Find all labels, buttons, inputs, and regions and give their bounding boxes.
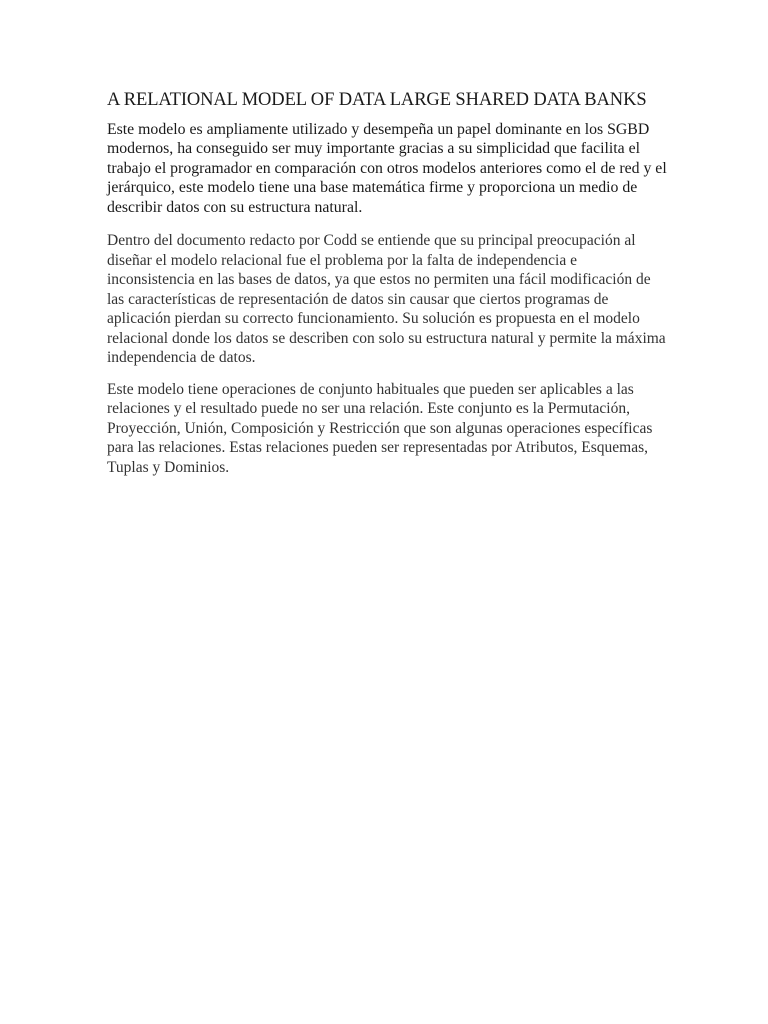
paragraph-3: Este modelo tiene operaciones de conjunto habituales que pueden ser aplicables a las relaciones y el resultado puede no ser una relación. Este conjunto es la Permutación, Proyección, Unión, Composición y Restricción que son algunas operaciones específicas para las relaciones. Estas relaciones pueden ser representadas por Atributos, Esquemas, Tuplas y Dominios.	[107, 380, 653, 476]
paragraph-2: Dentro del documento redacto por Codd se entiende que su principal preocupación al diseñar el modelo relacional fue el problema por la falta de independencia e inconsistencia en las bases de datos, ya que estos no permiten una fácil modificación de las características de representación de datos sin causar que ciertos programas de aplicación pierdan su correcto funcionamiento. Su solución es propuesta en el modelo relacional donde los datos se describen con solo su estructura natural y permite la máxima independencia de datos.	[107, 232, 666, 367]
document-page	[107, 88, 667, 487]
document-title: A RELATIONAL MODEL OF DATA LARGE SHARED DATA BANKS	[107, 90, 647, 110]
paragraph-1: Este modelo es ampliamente utilizado y desempeña un papel dominante en los SGBD modernos, ha conseguido ser muy importante gracias a su simplicidad que facilita el trabajo el programador en comparación con otros modelos anteriores como el de red y el jerárquico, este modelo tiene una base matemática firme y proporciona un medio de describir datos con su estructura natural.	[107, 121, 667, 216]
